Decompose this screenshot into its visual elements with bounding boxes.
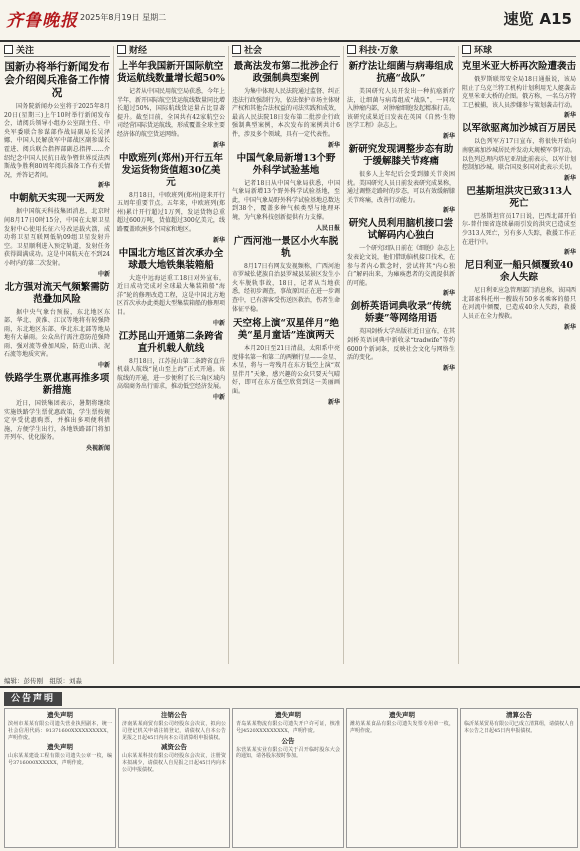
page-column-title xyxy=(504,8,573,29)
article-headline: 天空将上演“双星伴月”绝美“星月童话”连演两天 xyxy=(233,318,339,342)
article-headline: 中国北方地区首次承办全球最大地铁集装箱船 xyxy=(118,247,224,271)
square-icon xyxy=(4,45,13,54)
notice-box: 遗失声明 潍坊某某食品有限公司遗失发票专用章一枚，声明作废。 xyxy=(346,708,458,848)
article-source: 中新 xyxy=(212,319,225,327)
article-source: 新华 xyxy=(563,323,576,331)
article-body: 8月18日，中欧班列(郑州)迎来开行五周年重要节点。五年来，中欧班列(郑州)累计开行超过1万列，发运货物总重超过600万吨，货值超过300亿美元，线路覆盖欧洲多个国家和地区。 xyxy=(117,191,225,233)
article-source: 央视新闻 xyxy=(85,445,110,453)
article-headline: 最高法发布第二批涉企行政强制典型案例 xyxy=(233,61,339,84)
article-body: 一个研究团队日前在《细胞》杂志上发表论文说，他们借助脑机接口技术，在参与者内心默念时，尝试将其“内心独白”解码出来，为瘫痪患者的交流提供新的可能。 xyxy=(347,245,455,287)
article-body: 8月18日，江苏昆山第二条跨省直升机载人航线“昆山至上海”正式开通。该航线的开通，进一步便利了长三角区域内高端商务出行需求，推动低空经济发展。 xyxy=(117,357,225,391)
square-icon xyxy=(347,45,356,54)
article-headline: 中国气象局新增13个野外科学试验基地 xyxy=(236,152,336,176)
notice-box: 遗失声明 青岛某某物流有限公司遗失开户许可证，核准号J4520XXXXXXXXX，声明作废。 公告 东营某某实业有限公司关于召开临时股东大会的通知，请各股东按时参加。 xyxy=(232,708,344,848)
article-source: 新华 xyxy=(442,290,455,298)
article-body: 以色列军方17日宣布，将很快开始向南驱离加沙城居民并发动大规模军事行动。以色列总理内塔尼亚胡此前表示，以军计划控制加沙城。联合国及多国对此表示关切。 xyxy=(462,138,576,172)
article-source: 新华 xyxy=(563,112,576,120)
notice-divider xyxy=(0,686,580,688)
square-icon xyxy=(117,45,126,54)
article-body: 本月20日至21日清晨，太阳系中亮度排名第一和第二的两颗行星——金星、木星，将与一弯残月在东方低空上演“双星伴月”天象，感兴趣的公众只要天气晴好，即可在东方低空欣赏到这一美丽画面。 xyxy=(232,345,340,396)
column-shehui xyxy=(232,42,340,672)
article-body: 大连中远海运重工18日对外宣布，近日成功完成对全球最大集装箱船“海洋”轮的修理改造工程，这是中国北方地区首次承办此类超大型集装箱船的修理项目。 xyxy=(117,274,225,316)
article-body: 据中国航天科技集团消息，北京时间8月17日0时15分，中国在太原卫星发射中心使用长征六号改运载火箭，成功将卫星互联网低轨09组卫星发射升空。卫星顺利进入预定轨道，发射任务获得圆满成功。这是中国航天在不到24小时内的第二次发射。 xyxy=(4,208,110,267)
article-source: 新华 xyxy=(212,236,225,244)
article-body: 近日，国铁集团表示，暑期将继续实施铁路学生票优惠政策，学生票按规定享受优惠购票，并推出多项便利措施，方便学生出行，各地铁路部门将加开列车、优化服务。 xyxy=(4,400,110,442)
page-number: A15 xyxy=(539,10,572,28)
article-headline: 巴基斯坦洪灾已致313人死亡 xyxy=(466,185,572,209)
article-body: 尼日利亚应急管理部门消息称，该国西北部索科托州一艘载有50多名乘客的船只在河流中倾覆，已造成40余人失踪，救援人员正在全力搜救。 xyxy=(462,287,576,320)
square-icon xyxy=(462,45,471,54)
article-headline: 研究人员利用脑机接口尝试解码内心独白 xyxy=(348,218,454,242)
article-body: 记者18日从中国气象局获悉，中国气象局新增13个野外科学试验基地，至此，中国气象局野外科学试验基地总数达到38个，覆盖多种气候类型与地理环境，为气象科技创新提供有力支撑。 xyxy=(232,179,340,221)
article-source: 人民日报 xyxy=(315,224,340,232)
article-body: 记者从中国民用航空局获悉，今年上半年，新开国际航空货运航线数量同比增长超过50%，国际航线货运量占比显著提升。截至目前，全国共有42家航空公司经营国际货运航线，形成覆盖全球主要经济体的航空货运网络。 xyxy=(117,88,225,138)
article-body: 很多人上年纪后会受到膝关节炎困扰。美国研究人员日前发表研究成果称，通过调整走路时的步态，可以有效缓解膝关节疼痛，改善行动能力。 xyxy=(347,170,455,204)
article-body: 国务院新闻办公室将于2025年8月20日(星期三)上午10时举行新闻发布会，请阅兵领导小组办公室副主任、中央军委联合参谋部作战局副局长吴泽娜、中国人民解放军中部战区副参谋长霍进、阅兵联合指挥部副总指挥……介绍纪念中国人民抗日战争暨世界反法西斯战争胜利80周年阅兵准备工作有关情况，并答记者问。 xyxy=(4,103,110,179)
column-divider xyxy=(113,46,114,664)
article-headline: 国新办将举行新闻发布会介绍阅兵准备工作情况 xyxy=(4,61,110,99)
article-body: 据中央气象台预报，东北地区东部、华北、黄淮、江汉等地将有较强降雨，东北地区东部、华北东北部等地局地有大暴雨。公众出行需注意防范强降雨、强对流等叠加风险，防范山洪、泥石流等地质灾害。 xyxy=(4,308,110,359)
issue-date: 2025年8月19日 星期二 xyxy=(80,13,167,22)
article-source: 新华 xyxy=(212,141,225,149)
masthead xyxy=(0,0,580,42)
section-header: 科技·万象 xyxy=(347,42,455,57)
article-headline: 克里米亚大桥再次险遭袭击 xyxy=(462,61,576,72)
article-source: 新华 xyxy=(97,182,110,190)
notice-box: 注销公告 济南某某商贸有限公司经股东会决议，拟向公司登记机关申请注销登记，请债权人自本公告见报之日起45日内向本公司清算组申报债权。 减资公告 山东某某科技有限公司经股东会决议，注册资本拟减少，请债权人自见报之日起45日内向本公司申报债权。 xyxy=(118,708,230,848)
article-headline: 剑桥英语词典收录“传统娇妻”等网络用语 xyxy=(350,301,452,325)
column-divider xyxy=(343,46,344,664)
section-header: 财经 xyxy=(117,42,225,57)
notice-box: 遗失声明 滨州市某某有限公司遗失营业执照副本，统一社会信用代码：91371600XXXXXXXXXX，声明作废。 遗失声明 山东某某建设工程有限公司遗失公章一枚，编号3716000XXXXXX，声明作废。 xyxy=(4,708,116,848)
article-source: 新华 xyxy=(442,364,455,372)
article-source: 新华 xyxy=(563,174,576,182)
section-header: 社会 xyxy=(232,42,340,57)
article-headline: 中朝航天实现一天两发 xyxy=(9,193,105,205)
article-source: 新华 xyxy=(563,249,576,257)
article-headline: 上半年我国新开国际航空货运航线数量增长超50% xyxy=(117,61,225,84)
column-divider xyxy=(228,46,229,664)
notice-area xyxy=(0,708,580,851)
article-source: 中新 xyxy=(97,362,110,370)
article-body: 巴基斯坦官员17日说，巴西北部开伯尔-普什图省连续暴雨引发的洪灾已造成至少313人死亡，另有多人失踪，救援工作正在进行中。 xyxy=(462,212,576,246)
article-headline: 广西河池一景区小火车脱轨 xyxy=(233,235,339,259)
column-caijing xyxy=(117,42,225,672)
article-headline: 江苏昆山开通第二条跨省直升机载人航线 xyxy=(118,330,224,354)
article-source: 新华 xyxy=(442,207,455,215)
article-headline: 以军欲驱离加沙城百万居民 xyxy=(462,123,576,135)
article-headline: 新研究发现调整步态有助于缓解膝关节疼痛 xyxy=(348,143,454,167)
article-source: 中新 xyxy=(212,393,225,401)
editor-credit: 编辑：彭传刚 组版：刘淼 xyxy=(4,677,82,685)
column-divider xyxy=(458,46,459,664)
column-keji xyxy=(347,42,455,672)
article-body: 美国研究人员开发出一种抗癌新疗法，让细菌与病毒组成“战队”，一同攻入肿瘤内部，对肿瘤细胞发起精准打击。该研究成果近日发表在英国《自然·生物医学工程》杂志上。 xyxy=(347,88,455,130)
article-source: 新华 xyxy=(327,141,340,149)
article-headline: 中欧班列(郑州)开行五年发运货物货值超30亿美元 xyxy=(119,152,223,188)
article-headline: 北方强对流天气频繁需防范叠加风险 xyxy=(4,281,110,305)
article-source: 新华 xyxy=(327,398,340,406)
article-body: 俄罗斯联邦安全局18日通报说，该局阻止了乌克兰特工机构计划利用无人艇袭击克里米亚大桥的企图。俄方称，一名乌方特工已被捕，该人员涉嫌参与策划袭击行动。 xyxy=(462,76,576,109)
article-body: 8月17日有网友发视频称，广西河池市罗城仫佬族自治县罗城县某景区发生小火车脱轨事故，18日，记者从当地获悉，经初步调查，事故原因正在进一步调查中，已有游客受伤送医救治，伤者生命体征平稳。 xyxy=(232,262,340,313)
column-name: 速览 xyxy=(503,10,534,28)
square-icon xyxy=(232,45,241,54)
article-headline: 尼日利亚一船只倾覆致40余人失踪 xyxy=(464,260,574,284)
article-body: 为集中体现人民法院通过监督、纠正违法行政强制行为，依法保护市场主体财产权和其他合法权益的司法实践和成效，最高人民法院18日发布第二批涉企行政强制典型案例，本次发布的案例共计6件，涉及多个领域，具有一定代表性。 xyxy=(232,88,340,138)
article-source: 新华 xyxy=(442,132,455,140)
article-headline: 铁路学生票优惠再推多项新措施 xyxy=(4,373,110,397)
column-guanzhu xyxy=(4,42,110,672)
newspaper-logo: 齐鲁晚报 xyxy=(6,11,78,31)
notice-section-label: 公告声明 xyxy=(4,692,62,706)
notice-box: 清算公告 临沂某某贸易有限公司已成立清算组，请债权人自本公告之日起45日内申报债权。 xyxy=(460,708,578,848)
section-header: 环球 xyxy=(462,42,576,57)
column-huanqiu xyxy=(462,42,576,672)
article-body: 英国剑桥大学出版社近日宣布，在其剑桥英语词典中新收录“tradwife”等约6000个新词条，反映社会文化与网络生活的变化。 xyxy=(347,328,455,362)
section-header: 关注 xyxy=(4,42,110,57)
article-source: 中新 xyxy=(97,270,110,278)
article-headline: 新疗法让细菌与病毒组成抗癌“战队” xyxy=(348,61,454,84)
